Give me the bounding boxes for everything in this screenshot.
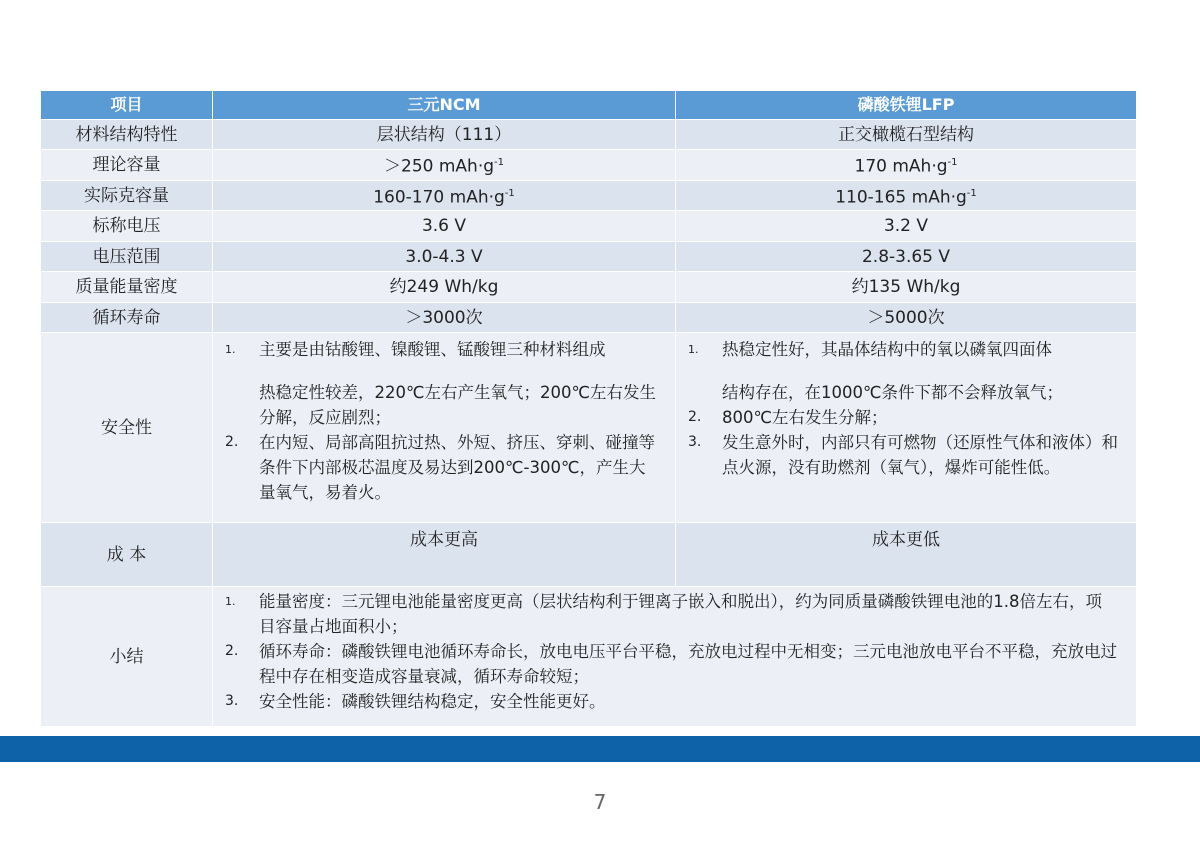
- ncm-cost-cell: 成本更高: [213, 523, 676, 587]
- lfp-cell: 正交橄榄石型结构: [676, 120, 1137, 150]
- lfp-safety-list: [676, 337, 1136, 480]
- summary-list: [213, 589, 1136, 714]
- header-item: 项目: [41, 91, 213, 120]
- lfp-cell: 170 $mAh\cdot g^{-1}$: [676, 150, 1137, 181]
- ncm-cell: ＞3000次: [213, 303, 676, 333]
- table-row: [41, 272, 1137, 303]
- row-label: 理论容量: [41, 150, 213, 181]
- list-item: 2. 循环寿命：磷酸铁锂电池循环寿命长，放电电压平台平稳，充放电过程中无相变；三元电池放电平台不平稳，充放电过程中存在相变造成容量衰减，循环寿命较短；: [225, 642, 1117, 686]
- lfp-cost-cell: 成本更低: [676, 523, 1137, 587]
- summary-row: [41, 587, 1137, 727]
- lfp-cell: 110-165 $mAh\cdot g^{-1}$: [676, 181, 1137, 211]
- table-row: [41, 150, 1137, 181]
- page-number: 7: [593, 790, 607, 814]
- row-label: 材料结构特性: [41, 120, 213, 150]
- cost-row: [41, 523, 1137, 587]
- table-row: [41, 303, 1137, 333]
- ncm-safety-cell: [213, 333, 676, 523]
- footer-band: [0, 736, 1200, 762]
- list-item: 1. 热稳定性好，其晶体结构中的氧以磷氧四面体 结构存在，在1000℃条件下都不会释放氧气；: [688, 340, 1064, 402]
- header-ncm: 三元NCM: [213, 91, 676, 120]
- ncm-cell: 3.6 V: [213, 211, 676, 242]
- table-row: [41, 242, 1137, 272]
- row-label: 电压范围: [41, 242, 213, 272]
- lfp-cell: 3.2 V: [676, 211, 1137, 242]
- row-label: 成 本: [41, 523, 213, 587]
- list-item: 1. 能量密度：三元锂电池能量密度更高（层状结构利于锂离子嵌入和脱出），约为同质量磷酸铁锂电池的1.8倍左右，项目容量占地面积小；: [225, 592, 1102, 636]
- list-item: 2. 800℃左右发生分解；: [688, 408, 888, 427]
- list-item: 3. 发生意外时，内部只有可燃物（还原性气体和液体）和点火源，没有助燃剂（氧气），爆炸可能性低。: [688, 433, 1118, 477]
- row-label: 实际克容量: [41, 181, 213, 211]
- header-lfp: 磷酸铁锂LFP: [676, 91, 1137, 120]
- lfp-cell: ＞5000次: [676, 303, 1137, 333]
- ncm-safety-list: [213, 337, 675, 505]
- row-label: 小结: [41, 587, 213, 727]
- lfp-cell: 约135 Wh/kg: [676, 272, 1137, 303]
- ncm-cell: 层状结构（111）: [213, 120, 676, 150]
- safety-row: [41, 333, 1137, 523]
- ncm-cell: 约249 Wh/kg: [213, 272, 676, 303]
- ncm-cell: ＞250 $mAh\cdot g^{-1}$: [213, 150, 676, 181]
- ncm-cell: 160-170 $mAh\cdot g^{-1}$: [213, 181, 676, 211]
- row-label: 安全性: [41, 333, 213, 523]
- list-item: 2. 在内短、局部高阻抗过热、外短、挤压、穿刺、碰撞等条件下内部极芯温度及易达到200℃-300℃，产生大量氧气，易着火。: [225, 433, 655, 502]
- table-header-row: [41, 91, 1137, 120]
- lfp-cell: 2.8-3.65 V: [676, 242, 1137, 272]
- summary-cell: [213, 587, 1137, 727]
- row-label: 标称电压: [41, 211, 213, 242]
- table-row: [41, 120, 1137, 150]
- row-label: 质量能量密度: [41, 272, 213, 303]
- list-item: 3. 安全性能：磷酸铁锂结构稳定，安全性能更好。: [225, 692, 606, 711]
- ncm-cell: 3.0-4.3 V: [213, 242, 676, 272]
- comparison-table: [40, 90, 1137, 727]
- lfp-safety-cell: [676, 333, 1137, 523]
- table-row: [41, 181, 1137, 211]
- table-row: [41, 211, 1137, 242]
- list-item: 1. 主要是由钴酸锂、镍酸锂、锰酸锂三种材料组成 热稳定性较差，220℃左右产生氧气；200℃左右发生分解，反应剧烈；: [225, 340, 657, 427]
- row-label: 循环寿命: [41, 303, 213, 333]
